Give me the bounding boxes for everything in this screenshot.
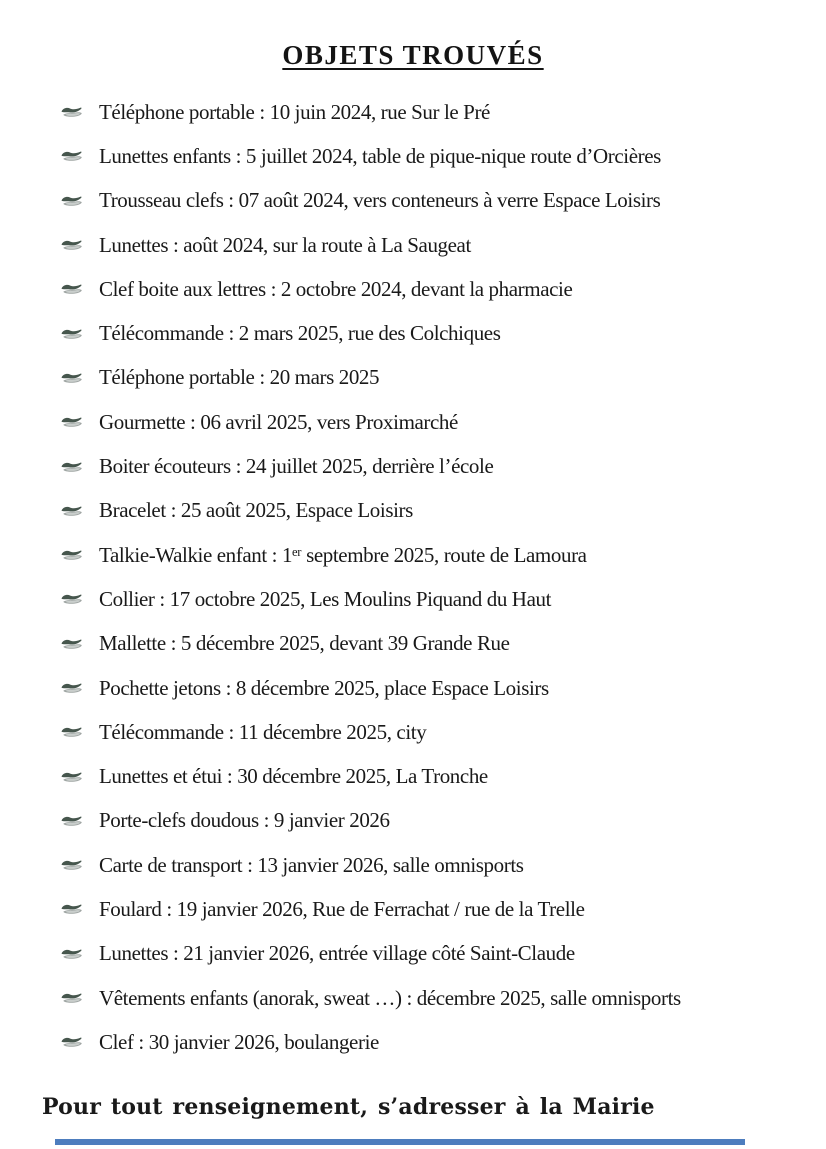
item-text: Télécommande : 2 mars 2025, rue des Colchiques <box>99 321 501 346</box>
list-item <box>60 179 806 223</box>
bottom-accent-bar <box>55 1139 745 1145</box>
list-item <box>60 622 806 666</box>
item-text: Vêtements enfants (anorak, sweat …) : décembre 2025, salle omnisports <box>99 985 681 1010</box>
list-item <box>60 843 806 887</box>
item-text: Foulard : 19 janvier 2026, Rue de Ferrachat / rue de la Trelle <box>99 896 585 921</box>
list-item <box>60 267 806 311</box>
leaf-bullet-icon <box>60 281 84 297</box>
list-item <box>60 444 806 488</box>
item-text: Lunettes et étui : 30 décembre 2025, La Tronche <box>99 764 488 789</box>
leaf-bullet-icon <box>60 813 84 829</box>
leaf-bullet-icon <box>60 591 84 607</box>
item-text: Carte de transport : 13 janvier 2026, salle omnisports <box>99 852 524 877</box>
leaf-bullet-icon <box>60 946 84 962</box>
item-text: Boiter écouteurs : 24 juillet 2025, derrière l’école <box>99 454 494 479</box>
item-text: Lunettes : août 2024, sur la route à La Saugeat <box>99 232 471 257</box>
item-text: Clef : 30 janvier 2026, boulangerie <box>99 1029 379 1054</box>
list-item <box>60 577 806 621</box>
list-item <box>60 754 806 798</box>
page-title: OBJETS TROUVÉS <box>282 40 544 71</box>
leaf-bullet-icon <box>60 370 84 386</box>
list-item <box>60 223 806 267</box>
leaf-bullet-icon <box>60 769 84 785</box>
leaf-bullet-icon <box>60 148 84 164</box>
list-item <box>60 887 806 931</box>
item-text: Télécommande : 11 décembre 2025, city <box>99 719 427 744</box>
list-item <box>60 311 806 355</box>
list-item <box>60 90 806 134</box>
list-item <box>60 799 806 843</box>
item-text: Gourmette : 06 avril 2025, vers Proximarché <box>99 409 458 434</box>
found-items-list <box>60 90 806 1065</box>
item-text: Pochette jetons : 8 décembre 2025, place Espace Loisirs <box>99 675 549 700</box>
footer-contact-note: Pour tout renseignement, s’adresser à la Mairie <box>42 1094 655 1120</box>
item-text: Mallette : 5 décembre 2025, devant 39 Grande Rue <box>99 631 510 656</box>
list-item <box>60 134 806 178</box>
item-text: Trousseau clefs : 07 août 2024, vers conteneurs à verre Espace Loisirs <box>99 188 661 213</box>
item-text: Téléphone portable : 10 juin 2024, rue Sur le Pré <box>99 99 490 124</box>
leaf-bullet-icon <box>60 459 84 475</box>
item-text: Porte-clefs doudous : 9 janvier 2026 <box>99 808 390 833</box>
list-item <box>60 976 806 1020</box>
list-item <box>60 400 806 444</box>
item-text: Téléphone portable : 20 mars 2025 <box>99 365 380 390</box>
list-item <box>60 356 806 400</box>
leaf-bullet-icon <box>60 326 84 342</box>
leaf-bullet-icon <box>60 680 84 696</box>
item-text: Lunettes : 21 janvier 2026, entrée village côté Saint-Claude <box>99 941 575 966</box>
leaf-bullet-icon <box>60 414 84 430</box>
item-text: Clef boite aux lettres : 2 octobre 2024, devant la pharmacie <box>99 276 573 301</box>
list-item <box>60 932 806 976</box>
leaf-bullet-icon <box>60 237 84 253</box>
list-item <box>60 710 806 754</box>
leaf-bullet-icon <box>60 547 84 563</box>
item-text: Lunettes enfants : 5 juillet 2024, table de pique-nique route d’Orcières <box>99 143 661 168</box>
item-text: Bracelet : 25 août 2025, Espace Loisirs <box>99 498 413 523</box>
list-item <box>60 1020 806 1064</box>
item-text: Talkie-Walkie enfant : 1ᵉʳ septembre 2025, route de Lamoura <box>99 542 587 567</box>
leaf-bullet-icon <box>60 901 84 917</box>
list-item <box>60 666 806 710</box>
item-text: Collier : 17 octobre 2025, Les Moulins Piquand du Haut <box>99 586 552 611</box>
leaf-bullet-icon <box>60 990 84 1006</box>
list-item <box>60 533 806 577</box>
leaf-bullet-icon <box>60 724 84 740</box>
leaf-bullet-icon <box>60 1034 84 1050</box>
leaf-bullet-icon <box>60 636 84 652</box>
leaf-bullet-icon <box>60 104 84 120</box>
list-item <box>60 489 806 533</box>
leaf-bullet-icon <box>60 193 84 209</box>
leaf-bullet-icon <box>60 503 84 519</box>
leaf-bullet-icon <box>60 857 84 873</box>
